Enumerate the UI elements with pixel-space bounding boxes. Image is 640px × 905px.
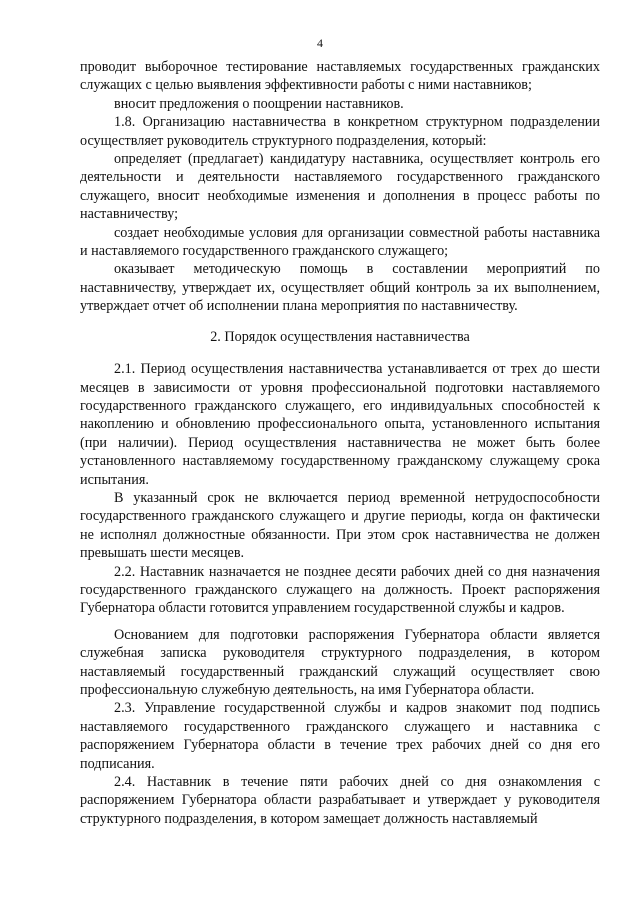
- paragraph: В указанный срок не включается период временной нетрудоспособности государственного гражданского служащего и другие периоды, когда он фактически не исполнял должностные обязанности. При этом срок наставничества не должен превышать шести месяцев.: [80, 489, 600, 562]
- paragraph: 2.4. Наставник в течение пяти рабочих дней со дня ознакомления с распоряжением Губернатора области разрабатывает и утверждает у руководителя структурного подразделения, в котором замещает должность наставляемый: [80, 774, 600, 827]
- paragraph: проводит выборочное тестирование наставляемых государственных гражданских служащих с целью выявления эффективности работы с ними наставников;: [80, 59, 600, 94]
- paragraph: Основанием для подготовки распоряжения Губернатора области является служебная записка руководителя структурного подразделения, в котором наставляемый государственный гражданский служащий осуществляет свою профессиональную служебную деятельность, на имя Губернатора области.: [80, 626, 600, 698]
- paragraph: создает необходимые условия для организации совместной работы наставника и наставляемого государственного гражданского служащего;: [80, 224, 600, 260]
- page-number: 4: [317, 36, 323, 50]
- paragraph: вносит предложения о поощрении наставников.: [114, 95, 404, 112]
- paragraph: 2.1. Период осуществления наставничества устанавливается от трех до шести месяцев в зависимости от уровня профессиональной подготовки наставляемого государственного гражданского служащего, его индивидуальных способностей к накоплению и обновлению профессионального опыта, установленного испытания (при наличии). Период осуществления наставничества не может быть более установленного наставляемому государственному гражданскому служащему срока испытания.: [80, 361, 600, 488]
- paragraph: 2.2. Наставник назначается не позднее десяти рабочих дней со дня назначения государственного гражданского служащего на должность. Проект распоряжения Губернатора области готовится управлением государственной службы и кадров.: [80, 563, 600, 617]
- section-heading: 2. Порядок осуществления наставничества: [210, 328, 470, 345]
- paragraph: 2.3. Управление государственной службы и кадров знакомит под подпись наставляемого государственного гражданского служащего и наставника с распоряжением Губернатора области в течение трех рабочих дней со дня его подписания.: [80, 700, 600, 772]
- document-body: [80, 58, 600, 828]
- paragraph: определяет (предлагает) кандидатуру наставника, осуществляет контроль его деятельности и деятельности наставляемого государственного гражданского служащего, вносит необходимые изменения и дополнения в процесс работы по наставничеству;: [80, 151, 600, 223]
- paragraph: 1.8. Организацию наставничества в конкретном структурном подразделении осуществляет руководитель структурного подразделения, который:: [80, 114, 600, 149]
- paragraph: оказывает методическую помощь в составлении мероприятий по наставничеству, утверждает их, осуществляет общий контроль за их выполнением, утверждает отчет об исполнении плана мероприятия по наставничеству.: [80, 261, 600, 315]
